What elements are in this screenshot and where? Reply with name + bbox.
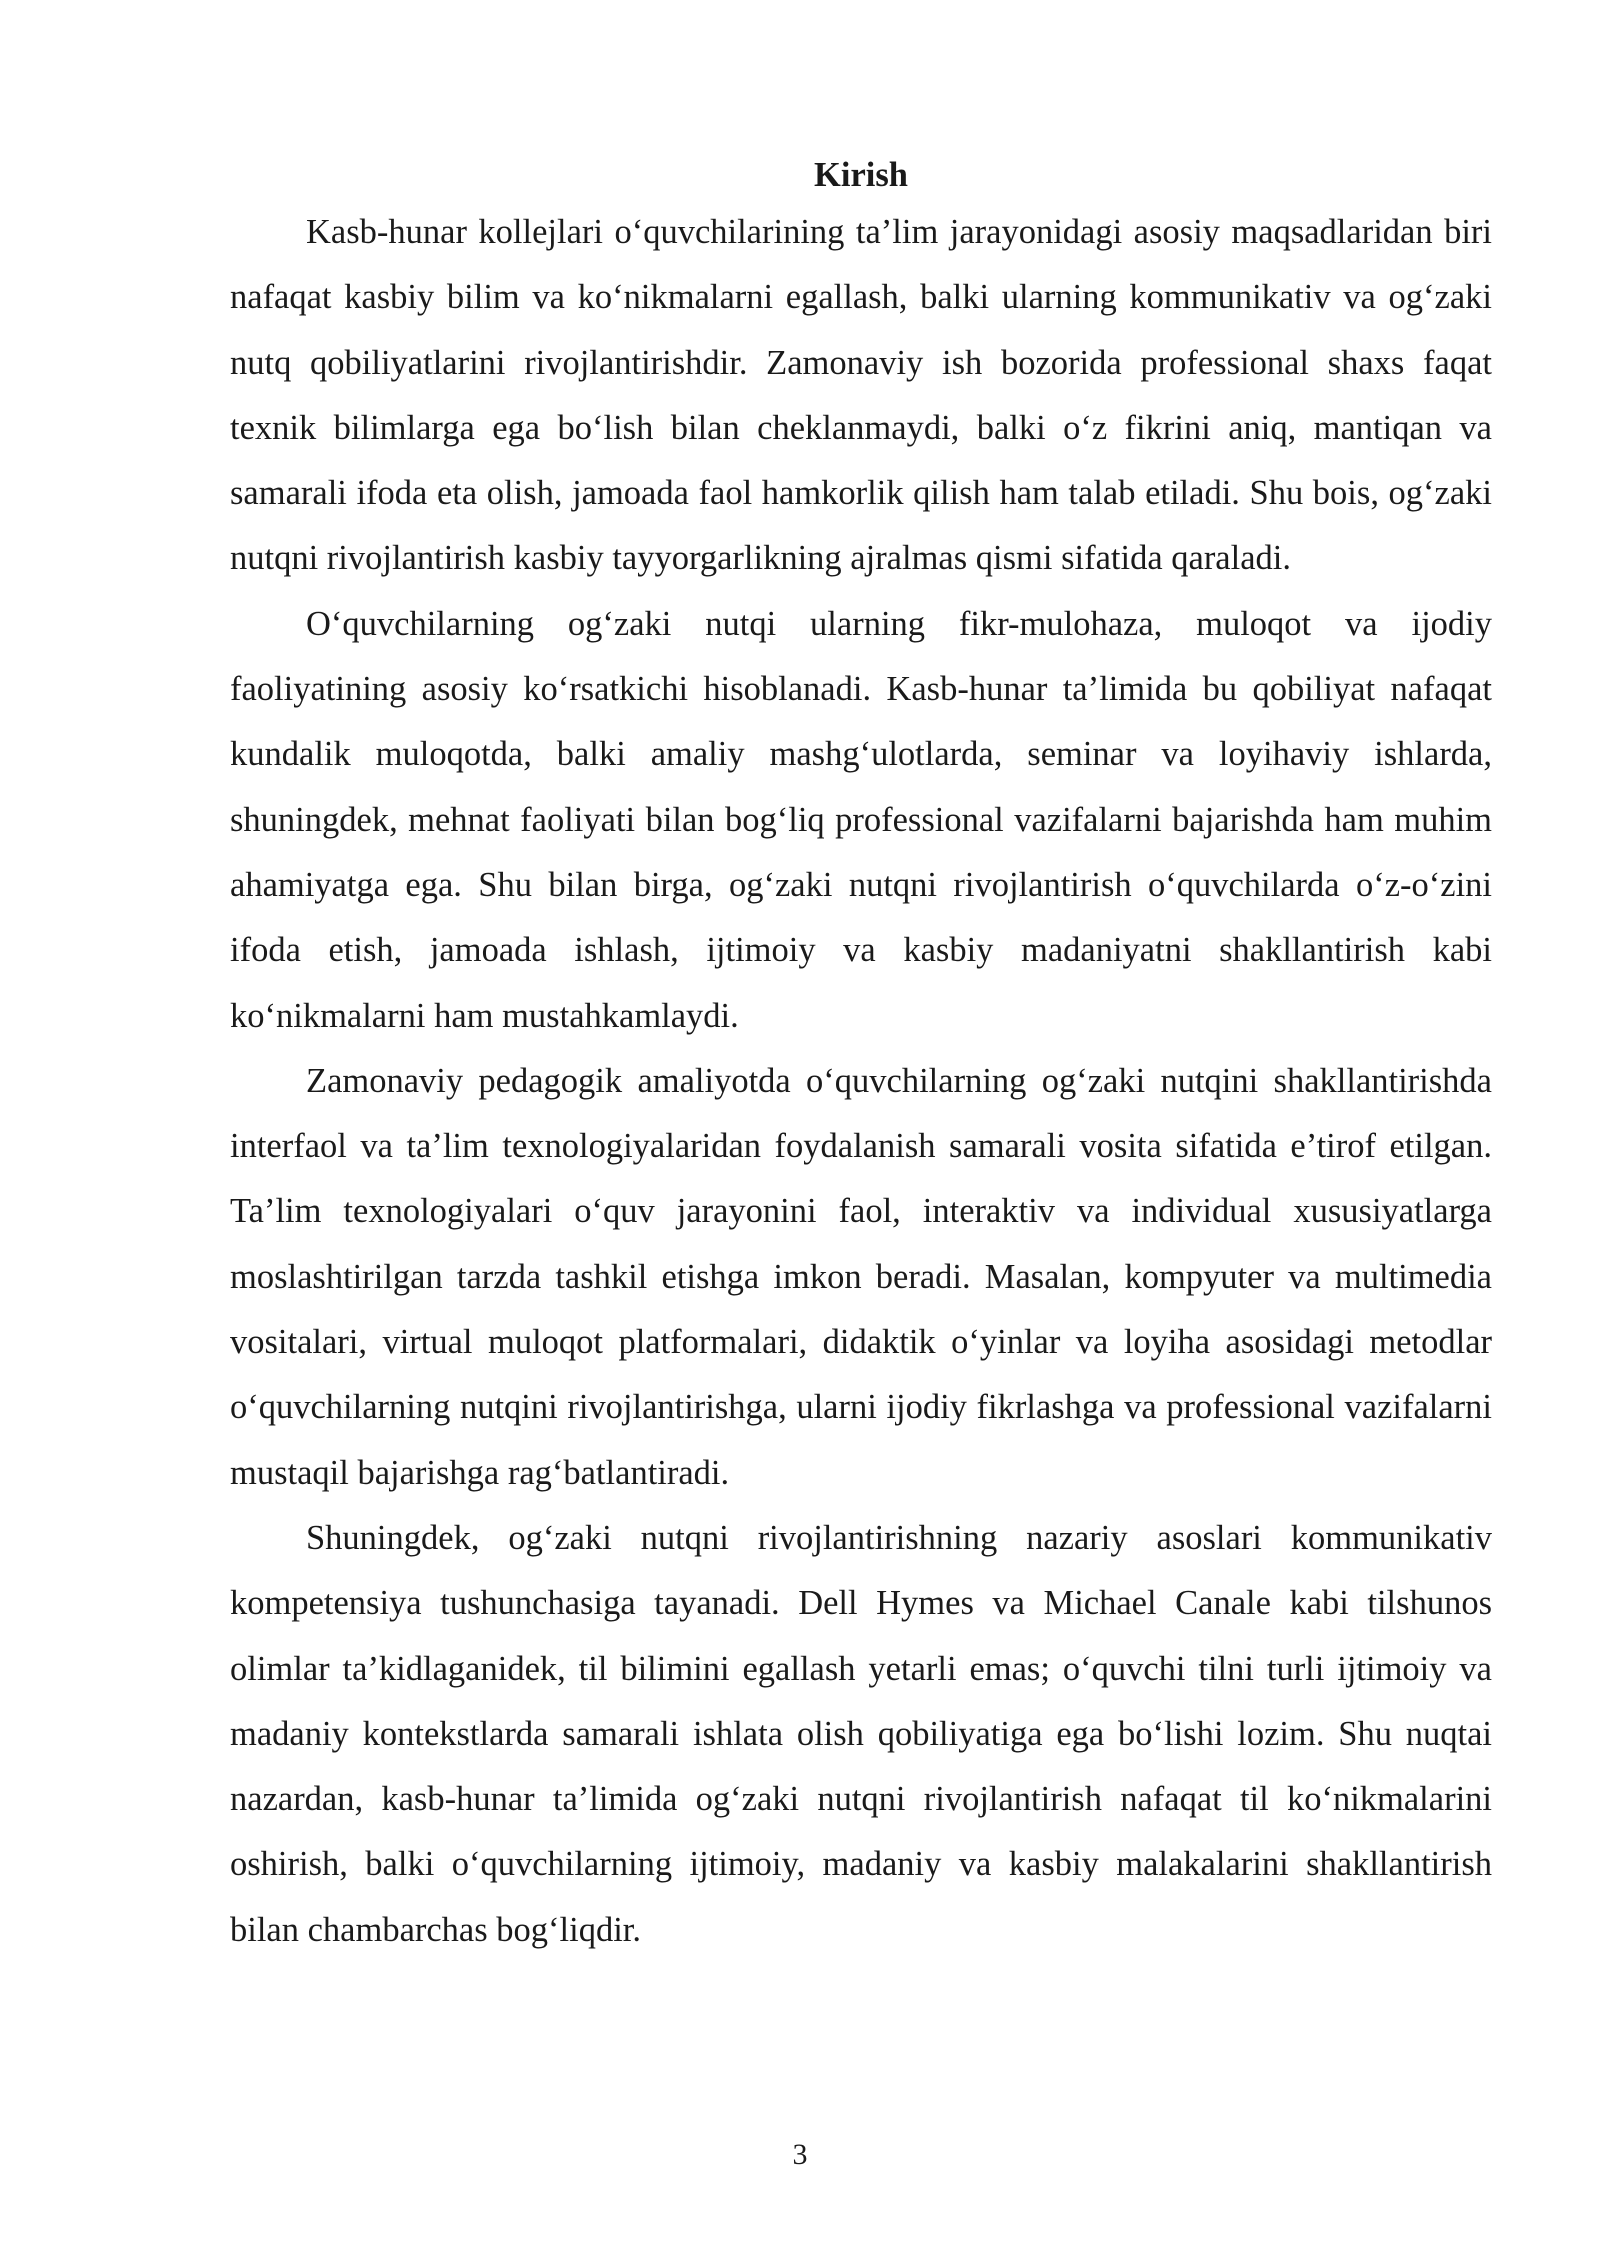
page-number: 3 <box>792 2138 808 2171</box>
paragraph-4: Shuningdek, og‘zaki nutqni rivojlantirishning nazariy asoslari kommunikativ kompetensiya tushunchasiga tayanadi. Dell Hymes va Michael Canale kabi tilshunos olimlar ta’kidlaganidek, til bilimini egallash yetarli emas; o‘quvchi tilni turli ijtimoiy va madaniy kontekstlarda samarali ishlata olish qobiliyatiga ega bo‘lishi lozim. Shu nuqtai nazardan, kasb-hunar ta’limida og‘zaki nutqni rivojlantirish nafaqat til ko‘nikmalarini oshirish, balki o‘quvchilarning ijtimoiy, madaniy va kasbiy malakalarini shakllantirish bilan chambarchas bog‘liqdir. <box>230 1518 1492 1949</box>
paragraph-3: Zamonaviy pedagogik amaliyotda o‘quvchilarning og‘zaki nutqini shakllantirishda interfaol va ta’lim texnologiyalaridan foydalanish samarali vosita sifatida e’tirof etilgan. Ta’lim texnologiyalari o‘quv jarayonini faol, interaktiv va individual xususiyatlarga moslashtirilgan tarzda tashkil etishga imkon beradi. Masalan, kompyuter va multimedia vositalari, virtual muloqot platformalari, didaktik o‘yinlar va loyiha asosidagi metodlar o‘quvchilarning nutqini rivojlantirishga, ularni ijodiy fikrlashga va professional vazifalarni mustaqil bajarishga rag‘batlantiradi. <box>230 1061 1492 1492</box>
paragraph-1: Kasb-hunar kollejlari o‘quvchilarining ta’lim jarayonidagi asosiy maqsadlaridan biri nafaqat kasbiy bilim va ko‘nikmalarni egallash, balki ularning kommunikativ va og‘zaki nutq qobiliyatlarini rivojlantirishdir. Zamonaviy ish bozorida professional shaxs faqat texnik bilimlarga ega bo‘lish bilan cheklanmaydi, balki o‘z fikrini aniq, mantiqan va samarali ifoda eta olish, jamoada faol hamkorlik qilish ham talab etiladi. Shu bois, og‘zaki nutqni rivojlantirish kasbiy tayyorgarlikning ajralmas qismi sifatida qaraladi. <box>230 213 1492 578</box>
paragraph-2: O‘quvchilarning og‘zaki nutqi ularning fikr-mulohaza, muloqot va ijodiy faoliyatining asosiy ko‘rsatkichi hisoblanadi. Kasb-hunar ta’limida bu qobiliyat nafaqat kundalik muloqotda, balki amaliy mashg‘ulotlarda, seminar va loyihaviy ishlarda, shuningdek, mehnat faoliyati bilan bog‘liq professional vazifalarni bajarishda ham muhim ahamiyatga ega. Shu bilan birga, og‘zaki nutqni rivojlantirish o‘quvchilarda o‘z-o‘zini ifoda etish, jamoada ishlash, ijtimoiy va kasbiy madaniyatni shakllantirish kabi ko‘nikmalarni ham mustahkamlaydi. <box>230 604 1492 1035</box>
page-content <box>230 150 1492 1963</box>
section-title: Kirish <box>814 156 908 194</box>
